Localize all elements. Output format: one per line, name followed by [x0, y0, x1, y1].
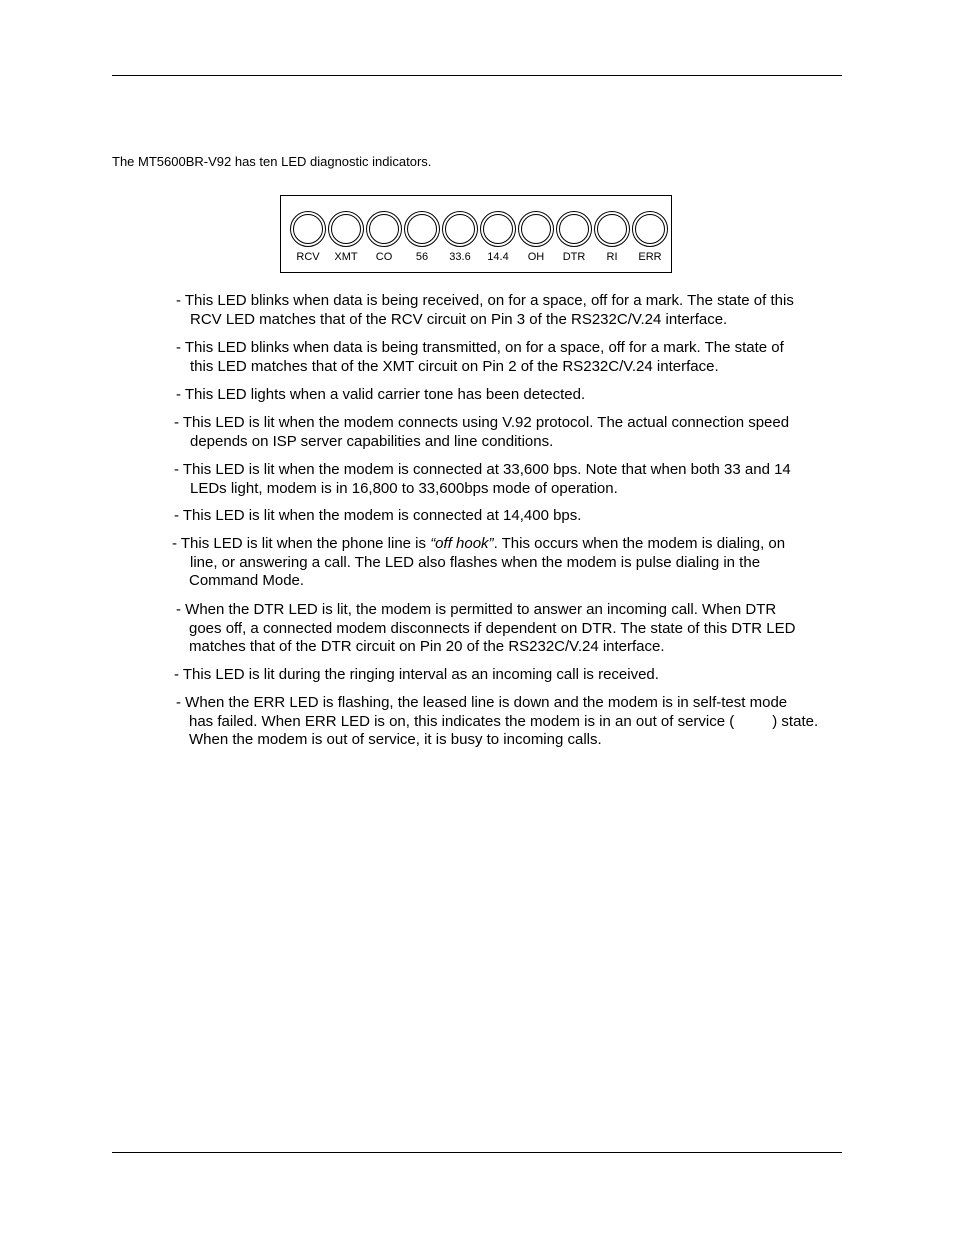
desc-err-line1: - When the ERR LED is flashing, the leased line is down and the modem is in self-test mode: [176, 694, 788, 711]
desc-oh-line1-pre: - This LED is lit when the phone line is: [172, 535, 431, 552]
desc-dtr-line3: matches that of the DTR circuit on Pin 20 of the RS232C/V.24 interface.: [189, 638, 665, 656]
desc-33-6: [174, 461, 836, 498]
desc-14-4-line1: - This LED is lit when the modem is connected at 14,400 bps.: [174, 507, 582, 524]
desc-dtr-line2: goes off, a connected modem disconnects if dependent on DTR. The state of this DTR LED: [189, 619, 796, 637]
desc-xmt: [176, 339, 836, 376]
led-dtr-label: DTR: [562, 251, 586, 263]
desc-oh: [172, 535, 836, 591]
led-dtr-indicator: [556, 211, 592, 247]
desc-33-6-line2: LEDs light, modem is in 16,800 to 33,600bps mode of operation.: [190, 479, 618, 497]
led-err: [631, 196, 669, 272]
desc-ri: [174, 666, 836, 685]
footer-rule: [112, 1152, 842, 1153]
led-co-indicator: [366, 211, 402, 247]
led-rcv-label: RCV: [296, 251, 320, 263]
intro-text: The MT5600BR-V92 has ten LED diagnostic indicators.: [112, 154, 432, 169]
desc-err: [176, 694, 844, 750]
desc-xmt-line1: - This LED blinks when data is being transmitted, on for a space, off for a mark. The state of: [176, 339, 784, 356]
led-xmt-indicator: [328, 211, 364, 247]
desc-oh-off-hook: “off hook”: [430, 535, 494, 552]
led-rcv-indicator: [290, 211, 326, 247]
desc-xmt-line2: this LED matches that of the XMT circuit on Pin 2 of the RS232C/V.24 interface.: [190, 357, 719, 375]
desc-oh-line1: [172, 535, 836, 554]
led-oh-label: OH: [527, 251, 545, 263]
desc-rcv: [176, 292, 836, 329]
desc-err-line3: When the modem is out of service, it is busy to incoming calls.: [189, 731, 602, 749]
desc-56-line2: depends on ISP server capabilities and line conditions.: [190, 432, 554, 450]
led-err-indicator: [632, 211, 668, 247]
desc-err-line2-post: ) state.: [772, 712, 819, 730]
desc-rcv-line2: RCV LED matches that of the RCV circuit on Pin 3 of the RS232C/V.24 interface.: [190, 310, 728, 328]
led-ri-label: RI: [606, 251, 618, 263]
desc-14-4: [174, 507, 836, 526]
led-33-6-indicator: [442, 211, 478, 247]
led-ri-indicator: [594, 211, 630, 247]
desc-56-line1: - This LED is lit when the modem connects using V.92 protocol. The actual connection speed: [174, 414, 790, 431]
desc-err-line2: [176, 713, 844, 732]
led-xmt-label: XMT: [334, 251, 358, 263]
led-co-label: CO: [375, 251, 393, 263]
desc-33-6-line1: - This LED is lit when the modem is connected at 33,600 bps. Note that when both 33 and 14: [174, 461, 791, 478]
led-oh-indicator: [518, 211, 554, 247]
led-panel-diagram: [280, 195, 672, 273]
led-56-label: 56: [415, 251, 429, 263]
led-56-indicator: [404, 211, 440, 247]
desc-oh-line3: Command Mode.: [189, 572, 305, 590]
desc-56: [174, 414, 836, 451]
led-14-4-indicator: [480, 211, 516, 247]
desc-ri-line1: - This LED is lit during the ringing interval as an incoming call is received.: [174, 666, 659, 683]
desc-rcv-line1: - This LED blinks when data is being received, on for a space, off for a mark. The state of this: [176, 292, 794, 309]
led-33-6-label: 33.6: [449, 251, 471, 263]
desc-oh-line1-post: . This occurs when the modem is dialing, on: [493, 535, 786, 552]
desc-dtr-line1: - When the DTR LED is lit, the modem is permitted to answer an incoming call. When DTR: [176, 601, 777, 618]
desc-err-line2-pre: has failed. When ERR LED is on, this indicates the modem is in an out of service (: [189, 712, 735, 730]
desc-co: [176, 386, 836, 405]
led-err-label: ERR: [638, 251, 662, 263]
desc-co-line1: - This LED lights when a valid carrier tone has been detected.: [176, 386, 586, 403]
led-14-4-label: 14.4: [487, 251, 509, 263]
header-rule: [112, 75, 842, 76]
desc-dtr: [176, 601, 836, 657]
desc-oh-line2: line, or answering a call. The LED also flashes when the modem is pulse dialing in the: [190, 553, 761, 571]
